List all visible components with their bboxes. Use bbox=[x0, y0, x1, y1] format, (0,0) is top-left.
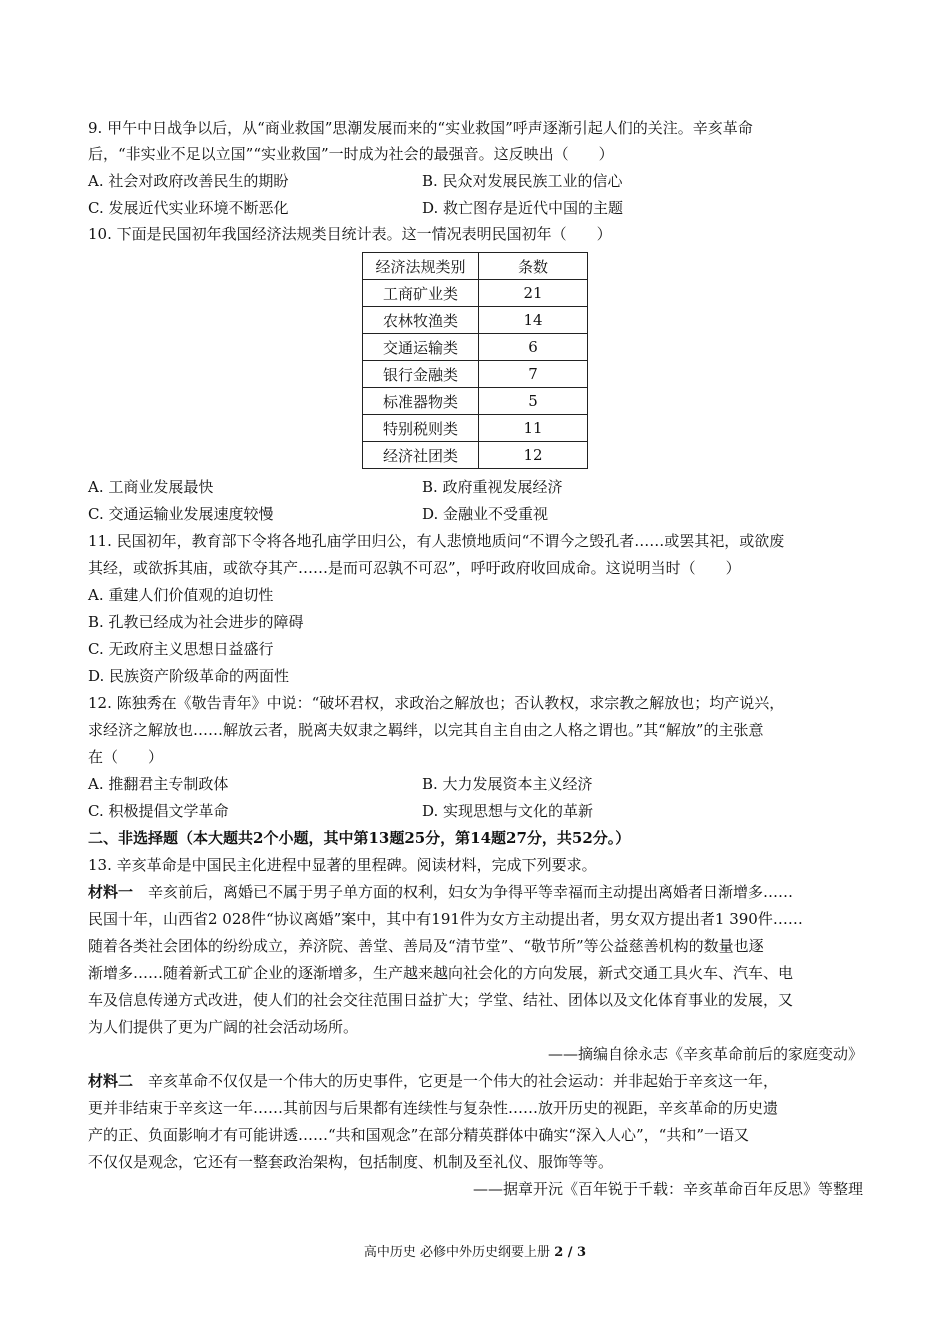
q10-option-a: A. 工商业发展最快 bbox=[88, 478, 214, 496]
table-header-category: 经济法规类别 bbox=[363, 253, 479, 280]
q13-stem: 13. 辛亥革命是中国民主化进程中显著的里程碑。阅读材料，完成下列要求。 bbox=[88, 856, 597, 874]
q12-option-c: C. 积极提倡文学革命 bbox=[88, 802, 229, 820]
table-row bbox=[363, 334, 588, 361]
material-1-line6: 为人们提供了更为广阔的社会活动场所。 bbox=[88, 1018, 359, 1036]
table-row bbox=[363, 388, 588, 415]
table-cell: 标准器物类 bbox=[363, 388, 479, 415]
table-row bbox=[363, 307, 588, 334]
material-2-label: 材料二 bbox=[88, 1072, 134, 1090]
q12-stem-line2: 求经济之解放也……解放云者，脱离夫奴隶之羁绊，以完其自主自由之人格之谓也。”其“解放”的主张意 bbox=[88, 721, 764, 739]
table-cell: 21 bbox=[479, 280, 588, 307]
table-cell: 经济社团类 bbox=[363, 442, 479, 469]
q11-option-c: C. 无政府主义思想日益盛行 bbox=[88, 640, 274, 658]
q9-option-c: C. 发展近代实业环境不断恶化 bbox=[88, 199, 289, 217]
table-cell: 6 bbox=[479, 334, 588, 361]
material-1-line5: 车及信息传递方式改进，使人们的社会交往范围日益扩大；学堂、结社、团体以及文化体育事业的发展，又 bbox=[88, 991, 794, 1009]
table-cell: 7 bbox=[479, 361, 588, 388]
q10-option-c: C. 交通运输业发展速度较慢 bbox=[88, 505, 274, 523]
table-cell: 特别税则类 bbox=[363, 415, 479, 442]
material-1-line1 bbox=[88, 882, 793, 902]
material-1-line3: 随着各类社会团体的纷纷成立，养济院、善堂、善局及“清节堂”、“敬节所”等公益慈善机构的数量也逐 bbox=[88, 937, 764, 955]
section-2-heading: 二、非选择题（本大题共2个小题，其中第13题25分，第14题27分，共52分。） bbox=[88, 829, 631, 847]
material-2-line2: 更并非结束于辛亥这一年……其前因与后果都有连续性与复杂性……放开历史的视距，辛亥革命的历史遗 bbox=[88, 1099, 779, 1117]
material-1-line2: 民国十年，山西省2 028件“协议离婚”案中，其中有191件为女方主动提出者，男女双方提出者1 390件…… bbox=[88, 910, 803, 928]
material-1-text: 辛亥前后，离婚已不属于男子单方面的权利，妇女为争得平等幸福而主动提出离婚者日渐增多…… bbox=[133, 883, 794, 901]
q11-option-b: B. 孔教已经成为社会进步的障碍 bbox=[88, 613, 304, 631]
table-header-row bbox=[363, 253, 588, 280]
q10-stem: 10. 下面是民国初年我国经济法规类目统计表。这一情况表明民国初年（ ） bbox=[88, 225, 612, 243]
q9-option-b: B. 民众对发展民族工业的信心 bbox=[422, 172, 623, 190]
page-number: 2 / 3 bbox=[554, 1245, 587, 1260]
q11-option-a: A. 重建人们价值观的迫切性 bbox=[88, 586, 274, 604]
q11-stem-line2: 其经，或欲拆其庙，或欲夺其产……是而可忍孰不可忍”，呼吁政府收回成命。这说明当时（ ） bbox=[88, 559, 741, 577]
table-cell: 工商矿业类 bbox=[363, 280, 479, 307]
q9-option-a: A. 社会对政府改善民生的期盼 bbox=[88, 172, 289, 190]
q12-option-d: D. 实现思想与文化的革新 bbox=[422, 802, 594, 820]
economic-law-table bbox=[362, 252, 588, 469]
material-2-line1 bbox=[88, 1071, 778, 1091]
table-cell: 14 bbox=[479, 307, 588, 334]
q9-stem-line2: 后，“非实业不足以立国”“实业救国”一时成为社会的最强音。这反映出（ ） bbox=[88, 145, 614, 163]
material-2-line3: 产的正、负面影响才有可能讲透……“共和国观念”在部分精英群体中确实“深入人心”，“共和”一语又 bbox=[88, 1126, 750, 1144]
q12-stem-line1: 12. 陈独秀在《敬告青年》中说：“破坏君权，求政治之解放也；否认教权，求宗教之解放也；均产说兴， bbox=[88, 694, 785, 712]
q12-option-b: B. 大力发展资本主义经济 bbox=[422, 775, 593, 793]
table-row bbox=[363, 415, 588, 442]
q10-option-d: D. 金融业不受重视 bbox=[422, 505, 549, 523]
material-1-source: ——摘编自徐永志《辛亥革命前后的家庭变动》 bbox=[547, 1045, 863, 1063]
q9-stem-line1: 9. 甲午中日战争以后，从“商业救国”思潮发展而来的“实业救国”呼声逐渐引起人们的关注。辛亥革命 bbox=[88, 119, 753, 137]
page-footer bbox=[0, 1244, 950, 1262]
table-cell: 12 bbox=[479, 442, 588, 469]
table-cell: 农林牧渔类 bbox=[363, 307, 479, 334]
material-2-line4: 不仅仅是观念，它还有一整套政治架构，包括制度、机制及至礼仪、服饰等等。 bbox=[88, 1153, 614, 1171]
table-row bbox=[363, 361, 588, 388]
q12-stem-line3: 在（ ） bbox=[88, 748, 164, 766]
q10-option-b: B. 政府重视发展经济 bbox=[422, 478, 563, 496]
material-1-label: 材料一 bbox=[88, 883, 134, 901]
table-cell: 交通运输类 bbox=[363, 334, 479, 361]
q9-option-d: D. 救亡图存是近代中国的主题 bbox=[422, 199, 624, 217]
table-cell: 银行金融类 bbox=[363, 361, 479, 388]
q11-option-d: D. 民族资产阶级革命的两面性 bbox=[88, 667, 290, 685]
table-row bbox=[363, 280, 588, 307]
material-1-line4: 渐增多……随着新式工矿企业的逐渐增多，生产越来越向社会化的方向发展，新式交通工具火车、汽车、电 bbox=[88, 964, 794, 982]
table-header-count: 条数 bbox=[479, 253, 588, 280]
footer-text: 高中历史 必修中外历史纲要上册 bbox=[363, 1245, 551, 1260]
table-cell: 5 bbox=[479, 388, 588, 415]
material-2-source: ——据章开沅《百年锐于千载：辛亥革命百年反思》等整理 bbox=[472, 1180, 863, 1198]
material-2-text: 辛亥革命不仅仅是一个伟大的历史事件，它更是一个伟大的社会运动：并非起始于辛亥这一年， bbox=[133, 1072, 779, 1090]
q12-option-a: A. 推翻君主专制政体 bbox=[88, 775, 229, 793]
table-row bbox=[363, 442, 588, 469]
table-cell: 11 bbox=[479, 415, 588, 442]
q11-stem-line1: 11. 民国初年，教育部下令将各地孔庙学田归公，有人悲愤地质问“不谓今之毁孔者……或罢其祀，或欲废 bbox=[88, 532, 785, 550]
